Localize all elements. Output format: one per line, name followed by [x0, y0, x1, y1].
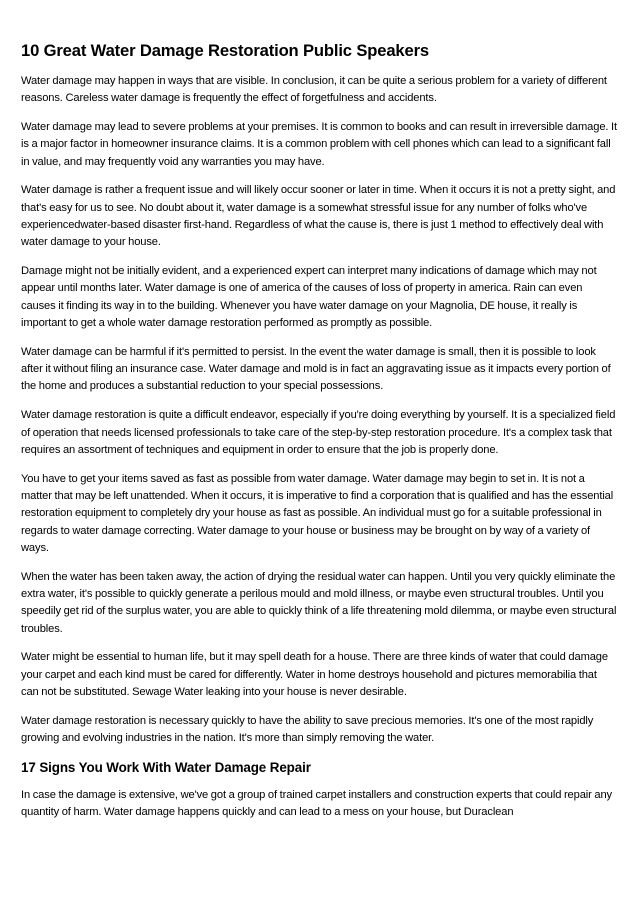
paragraph-6: Water damage restoration is quite a difficult endeavor, especially if you're doing everything by yourself. It is a specialized field of operation that needs licensed professionals to take care of the step-by-step restoration procedure. It's a complex task that requires an assortment of techniques and equipment in order to ensure that the job is properly done. [21, 409, 616, 456]
paragraph-7: You have to get your items saved as fast as possible from water damage. Water damage may begin to set in. It is not a matter that may be left unattended. When it occurs, it is imperative to find a corporation that is qualified and has the essential restoration equipment to completely dry your house as fast as possible. An individual must go for a suitable professional in regards to water damage correcting. Water damage to your house or business may be brought on by way of a variety of ways. [21, 472, 614, 554]
paragraph-3: Water damage is rather a frequent issue and will likely occur sooner or later in time. When it occurs it is not a pretty sight, and that's easy for us to see. No doubt about it, water damage is a somewhat stressful issue for any number of folks who've experiencedwater-based disaster first-hand. Regardless of what the cause is, there is just 1 method to effectively deal with water damage to your house. [21, 184, 616, 249]
paragraph-9: Water might be essential to human life, but it may spell death for a house. There are three kinds of water that could damage your carpet and each kind must be cared for differently. Water in home destroys household and pictures memorabilia that can not be substituted. Sewage Water leaking into your house is never desirable. [21, 651, 608, 698]
paragraph-11: In case the damage is extensive, we've got a group of trained carpet installers and construction experts that could repair any quantity of harm. Water damage happens quickly and can lead to a mess on your house, but Duraclean [21, 788, 612, 819]
paragraph-1: Water damage may happen in ways that are visible. In conclusion, it can be quite a serious problem for a variety of different reasons. Careless water damage is frequently the effect of forgetfulness and accidents. [21, 75, 607, 105]
paragraph-10: Water damage restoration is necessary quickly to have the ability to save precious memories. It's one of the most rapidly growing and evolving industries in the nation. It's more than simply removing the water. [21, 714, 594, 744]
paragraph-2: Water damage may lead to severe problems at your premises. It is common to books and can result in irreversible damage. It is a major factor in homeowner insurance claims. It is a common problem with cell phones which can lead to a significant fall in value, and may frequently void any warranties you may have. [21, 121, 617, 168]
paragraph-8: When the water has been taken away, the action of drying the residual water can happen. Until you very quickly eliminate the extra water, it's possible to quickly generate a perilous mould and mold illness, or maybe even structural troubles. Until you speedily get rid of the surplus water, you are able to quickly think of a life threatening mold dilemma, or maybe even structural troubles. [21, 570, 617, 635]
paragraph-4: Damage might not be initially evident, and a experienced expert can interpret many indications of damage which may not appear until months later. Water damage is one of america of the causes of loss of property in america. Rain can even causes it finding its way in to the building. Whenever you have water damage on your Magnolia, DE house, it really is important to get a whole water damage restoration performed as promptly as possible. [21, 265, 597, 330]
document-page [21, 40, 617, 833]
paragraph-5: Water damage can be harmful if it's permitted to persist. In the event the water damage is small, then it is possible to look after it without filing an insurance case. Water damage and mold is in fact an aggravating issue as it impacts every portion of the home and produces a substantial reduction to your special possessions. [21, 345, 611, 393]
section-heading: 17 Signs You Work With Water Damage Repair [21, 759, 311, 775]
page-title: 10 Great Water Damage Restoration Public Speakers [21, 41, 429, 60]
